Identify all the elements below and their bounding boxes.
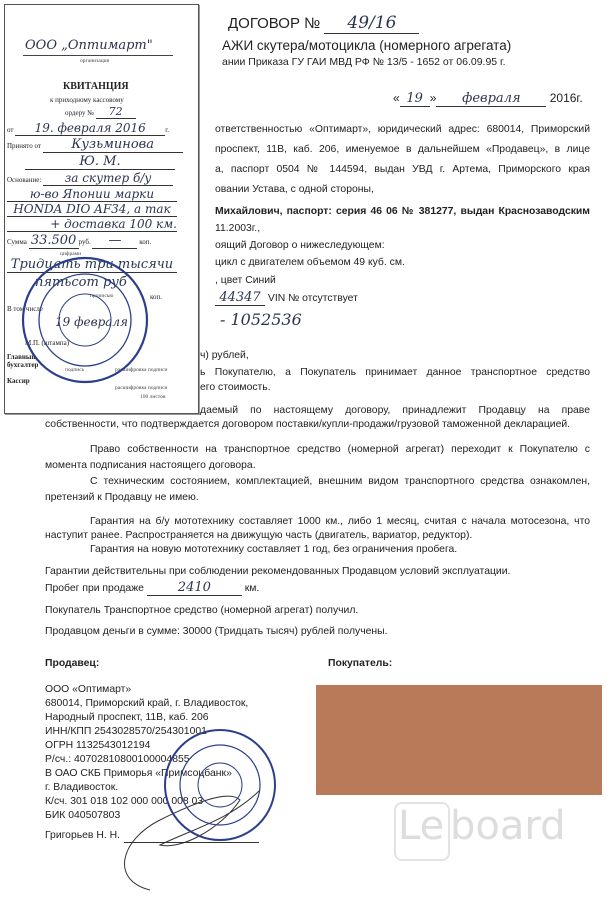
seller-line: В ОАО СКБ Приморья «Примсоцбанк» bbox=[45, 768, 232, 779]
watermark-board: board bbox=[450, 803, 566, 849]
contract-title: ДОГОВОР № 49/16 bbox=[228, 14, 419, 34]
text-line: его стоимость. bbox=[200, 382, 271, 393]
seller-line: 680014, Приморский край, г. Владивосток, bbox=[45, 698, 249, 709]
receipt-words: Тридцать три тысячи bbox=[7, 258, 177, 273]
receipt-basis-line: HONDA DIO AF34, а так bbox=[7, 203, 177, 217]
buyer-redaction bbox=[316, 685, 602, 795]
mileage-line: Пробег при продаже 2410 км. bbox=[45, 580, 260, 595]
frame-number: - 1052536 bbox=[220, 310, 302, 329]
text-line: собственности, что подтверждается договором поставки/купли-продажи/грузовой таможенной декларацией. bbox=[45, 419, 571, 430]
seller-line: Народный проспект, 11В, каб. 206 bbox=[45, 712, 209, 723]
seller-line: ИНН/КПП 2543028570/254301001 bbox=[45, 726, 207, 737]
text-line: Михайлович, паспорт: серия 46 06 № 381277, выдан Краснозаводским bbox=[215, 206, 590, 217]
text-line: , цвет Синий bbox=[215, 275, 276, 286]
receipt-sign-label: подпись bbox=[65, 367, 85, 373]
text-line: Гарантия на б/у мототехнику составляет 1000 км., либо 1 месяц, считая с начала мотосезона, что bbox=[90, 516, 590, 527]
seller-line: БИК 040507803 bbox=[45, 810, 121, 821]
seller-signer: Григорьев Н. Н. bbox=[45, 830, 259, 843]
seller-line: г. Владивосток. bbox=[45, 782, 119, 793]
text-line: Покупатель Транспортное средство (номерной агрегат) получил. bbox=[45, 605, 359, 616]
seller-line: К/сч. 301 018 102 000 000 008 03 bbox=[45, 796, 204, 807]
text-line: овании Устава, с одной стороны, bbox=[215, 184, 374, 195]
text-line: ч) рублей, bbox=[200, 350, 249, 361]
text-line: ответственностью «Оптимарт», юридический адрес: 680014, Приморский bbox=[215, 124, 590, 135]
seller-line: ООО «Оптимарт» bbox=[45, 684, 132, 695]
contract-number: 49/16 bbox=[324, 14, 419, 34]
text-line: С техническим состоянием, комплектацией, внешним видом транспортного средства ознакомлен, bbox=[90, 476, 590, 487]
receipt-words-label: прописью bbox=[90, 293, 114, 299]
receipt-subtitle: к приходному кассовому bbox=[50, 96, 124, 104]
seller-heading: Продавец: bbox=[45, 658, 100, 669]
watermark-le: Le bbox=[398, 803, 445, 849]
text-line: Продавцом деньги в сумме: 30000 (Тридцать тысяч) рублей получены. bbox=[45, 626, 388, 637]
receipt-sum: Сумма 33.500 руб. — коп. bbox=[7, 233, 152, 248]
text-line: проспект, 11В, каб. 206, именуемое в дальнейшем «Продавец», в лице bbox=[215, 144, 590, 155]
receipt-basis-line: ю-во Японии марки bbox=[7, 188, 177, 202]
text-line: а, паспорт 0504 № 144594, выдан УВД г. Артема, Приморского края bbox=[215, 164, 590, 175]
receipt-words: пятьсот руб bbox=[35, 275, 127, 290]
receipt-decode-label: расшифровка подписи bbox=[115, 385, 168, 391]
receipt-basis: Основание: за скутер б/у bbox=[7, 172, 173, 186]
receipt-mp: М.П. (штампа) bbox=[25, 339, 70, 347]
text-line: наступит ранее. Распространяется на движущую часть (двигатель, вариатор, редуктор). bbox=[45, 530, 473, 541]
receipt-date: от 19. февраля 2016 г. bbox=[7, 121, 170, 135]
receipt-org-label: организация bbox=[80, 58, 110, 64]
receipt-accepted: Принято от Кузьминова bbox=[7, 138, 183, 153]
seller-line: Р/сч.: 40702810800100004855 bbox=[45, 754, 190, 765]
engine-number-line: 44347 VIN № отсутствует bbox=[215, 291, 358, 306]
contract-basis: ании Приказа ГУ ГАИ МВД РФ № 13/5 - 1652 от 06.09.95 г. bbox=[222, 56, 506, 68]
text-line: Гарантии действительны при соблюдении рекомендованных Продавцом условий эксплуатации. bbox=[45, 566, 511, 577]
receipt-incl-date: 19 февраля bbox=[55, 315, 128, 329]
receipt-digits-label: цифрами bbox=[60, 251, 82, 257]
receipt-kop: коп. bbox=[150, 293, 163, 301]
seller-line: ОГРН 1132543012194 bbox=[45, 740, 151, 751]
receipt-accepted-initials: Ю. М. bbox=[25, 155, 175, 170]
receipt-sheets: 100 листов bbox=[140, 394, 166, 400]
text-line: Право собственности на транспортное средство (номерной агрегат) переходит к Покупателю с bbox=[90, 444, 590, 455]
receipt-incl-label: В том числе bbox=[7, 305, 43, 313]
cash-receipt bbox=[4, 4, 199, 414]
receipt-title: КВИТАНЦИЯ bbox=[63, 81, 129, 92]
seller-stamp bbox=[160, 725, 280, 845]
text-line: момента подписания настоящего договора. bbox=[45, 460, 256, 471]
contract-date: « 19 » февраля 2016г. bbox=[393, 91, 583, 106]
text-line: ь Покупателю, а Покупатель принимает данное транспортное средство bbox=[200, 367, 590, 378]
text-line: Гарантия на новую мототехнику составляет 1 год, без ограничения пробега. bbox=[90, 544, 458, 555]
text-line: претензий к Продавцу не имею. bbox=[45, 492, 199, 503]
receipt-chief: Главный бухгалтер bbox=[7, 353, 39, 370]
text-line: оящий Договор о нижеследующем: bbox=[215, 240, 385, 251]
text-line: цикл с двигателем объемом 49 куб. см. bbox=[215, 257, 405, 268]
contract-subtitle: АЖИ скутера/мотоцикла (номерного агрегата) bbox=[222, 38, 512, 53]
text-line: даемый по настоящему договору, принадлежит Продавцу на праве bbox=[200, 405, 590, 416]
receipt-stamp bbox=[15, 250, 155, 390]
receipt-order: ордеру № 72 bbox=[65, 106, 136, 119]
receipt-basis-line: + доставка 100 км. bbox=[7, 218, 177, 232]
receipt-cashier: Кассир bbox=[7, 377, 30, 385]
receipt-org: ООО „Оптимарт" bbox=[25, 38, 153, 53]
buyer-heading: Покупатель: bbox=[328, 658, 393, 669]
text-line: 11.2003г., bbox=[215, 223, 261, 234]
receipt-decode-label: расшифровка подписи bbox=[115, 367, 168, 373]
